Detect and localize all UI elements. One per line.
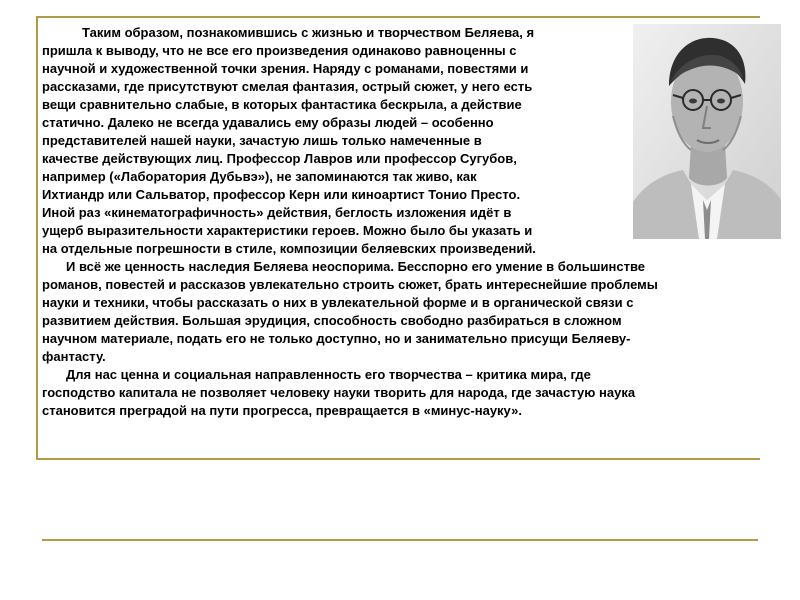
middle-divider [36,458,760,460]
bottom-divider [42,539,758,541]
text-line: например («Лаборатория Дубьвэ»), не запоминаются так живо, как [42,169,477,184]
text-line: рассказами, где присутствуют смелая фантазия, острый сюжет, у него есть [42,79,533,94]
text-line: фантасту. [42,349,106,364]
text-line: ущерб выразительности характеристики героев. Можно было бы указать и [42,223,533,238]
text-line: научной и художественной точки зрения. Наряду с романами, повестями и [42,61,529,76]
left-divider [36,16,38,459]
text-line: господство капитала не позволяет человеку науки творить для народа, где зачастую наука [42,385,636,400]
text-line: пришла к выводу, что не все его произведения одинаково равноценны с [42,43,517,58]
text-line: И всё же ценность наследия Беляева неоспорима. Бесспорно его умение в большинстве [66,259,646,274]
text-line: становится преградой на пути прогресса, превращается в «минус-науку». [42,403,522,418]
text-line: Таким образом, познакомившись с жизнью и творчеством Беляева, я [82,25,535,40]
text-line: вещи сравнительно слабые, в которых фантастика бескрыла, а действие [42,97,522,112]
text-line: статично. Далеко не всегда удавались ему образы людей – особенно [42,115,494,130]
text-line: на отдельные погрешности в стиле, композиции беляевских произведений. [42,241,536,256]
text-line: Для нас ценна и социальная направленность его творчества – критика мира, где [66,367,591,382]
main-text [42,24,777,420]
text-line: научном материале, подать его не только доступно, но и занимательно присущи Беляеву- [42,331,631,346]
text-line: науки и техники, чтобы рассказать о них в увлекательной форме и в органической связи с [42,295,634,310]
text-line: романов, повестей и рассказов увлекательно строить сюжет, брать интереснейшие проблемы [42,277,658,292]
text-line: Иной раз «кинематографичность» действия, беглость изложения идёт в [42,205,512,220]
text-line: Ихтиандр или Сальватор, профессор Керн или киноартист Тонио Престо. [42,187,521,202]
text-line: качестве действующих лиц. Профессор Лавров или профессор Сугубов, [42,151,517,166]
top-divider [36,16,760,18]
text-line: представителей нашей науки, зачастую лишь только намеченные в [42,133,482,148]
text-line: развитием действия. Большая эрудиция, способность свободно разбираться в сложном [42,313,622,328]
